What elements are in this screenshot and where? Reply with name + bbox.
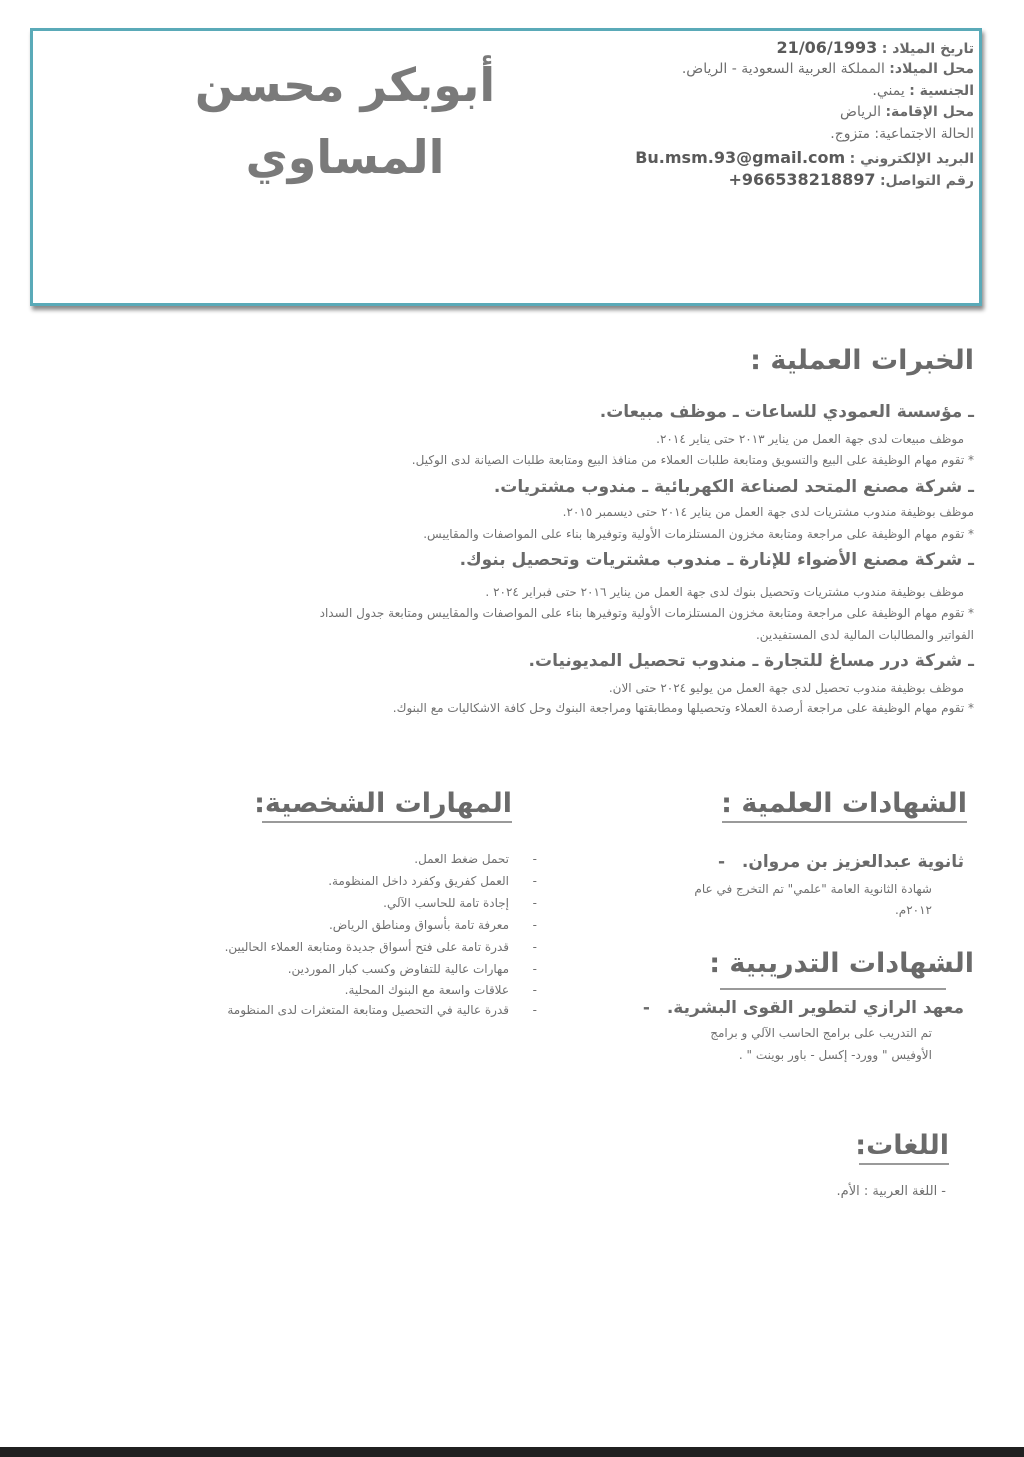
birth-place-label: محل الميلاد: <box>889 61 974 77</box>
job-task: * تقوم مهام الوظيفة على مراجعة ومتابعة مخزون المستلزمات الأولية وتوفيرها بناء على المواصفات والمقاييس. <box>423 527 974 541</box>
residence-row <box>840 102 974 123</box>
training-title: الشهادات التدريبية <box>729 948 974 979</box>
academic-detail-1: شهادة الثانوية العامة "علمي" تم التخرج في عام <box>694 882 932 896</box>
training-detail-1: تم التدريب على برامج الحاسب الآلي و برامج <box>710 1026 932 1040</box>
institute-name: معهد الرازي لتطوير القوى البشرية. - <box>642 998 964 1018</box>
languages-title: اللغات <box>866 1130 949 1161</box>
birth-date-row <box>777 37 974 60</box>
email-label: البريد الإلكتروني : <box>849 151 974 167</box>
skill-item: - تحمل ضغط العمل. <box>414 852 509 866</box>
nationality-row <box>872 81 974 102</box>
email-row <box>635 147 974 170</box>
institute-name-text: معهد الرازي لتطوير القوى البشرية. <box>666 998 964 1018</box>
skills-heading <box>254 788 512 823</box>
job-title: ـ شركة مصنع المتحد لصناعة الكهربائية ـ مندوب مشتريات. <box>493 477 974 497</box>
job-task: * تقوم مهام الوظيفة على مراجعة أرصدة العملاء وتحصيلها ومطابقتها ومراجعة البنوك وحل كافة الاشكاليات مع البنوك. <box>392 701 974 715</box>
job-title: ـ شركة درر مساغ للتجارة ـ مندوب تحصيل المديونيات. <box>528 651 974 671</box>
phone-value[interactable]: +966538218897 <box>728 170 876 189</box>
training-underline <box>720 988 946 990</box>
birth-date-label: تاريخ الميلاد : <box>881 41 974 57</box>
marital-status: الحالة الاجتماعية: متزوج. <box>830 126 974 142</box>
job-task: * تقوم مهام الوظيفة على مراجعة ومتابعة مخزون المستلزمات الأولية وتوفيرها بناء على المواصفات والمقاييس ومتابعة جدول السداد <box>319 606 974 620</box>
academic-title-suffix: : <box>721 788 732 819</box>
skill-item: - إجادة تامة للحاسب الآلي. <box>383 896 509 910</box>
name-second-line: المساوي <box>245 130 445 184</box>
experience-heading <box>750 345 974 378</box>
nationality-label: الجنسية : <box>909 83 974 99</box>
name-first-line: أبوبكر محسن <box>194 58 496 112</box>
birth-place-value: المملكة العربية السعودية - الرياض. <box>681 61 885 77</box>
school-name: ثانوية عبدالعزيز بن مروان. - <box>717 852 964 872</box>
bottom-bar <box>0 1447 1024 1457</box>
residence-value: الرياض <box>840 104 881 120</box>
academic-detail-2: ٢٠١٢م. <box>894 903 932 917</box>
skills-title: المهارات الشخصية <box>264 788 512 819</box>
job-title: ـ مؤسسة العمودي للساعات ـ موظف مبيعات. <box>599 402 974 422</box>
training-detail-2: الأوفيس " وورد- إكسل - باور بوينت " . <box>738 1048 932 1062</box>
languages-title-suffix: : <box>855 1130 867 1161</box>
job-period: موظف بوظيفة مندوب تحصيل لدى جهة العمل من يوليو ٢٠٢٤ حتى الان. <box>608 681 964 695</box>
birth-date-value: 21/06/1993 <box>776 38 878 57</box>
academic-heading <box>722 788 967 823</box>
job-title: ـ شركة مصنع الأضواء للإنارة ـ مندوب مشتريات وتحصيل بنوك. <box>459 550 974 570</box>
skill-item: - قدرة عالية في التحصيل ومتابعة المتعثرات لدى المنظومة <box>227 1003 509 1017</box>
academic-title: الشهادات العلمية <box>741 788 967 819</box>
residence-label: محل الإقامة: <box>885 104 974 120</box>
skill-item: - مهارات عالية للتفاوض وكسب كبار الموردين. <box>288 962 509 976</box>
experience-title: الخبرات العملية <box>770 345 974 376</box>
nationality-value: يمني. <box>872 83 905 99</box>
experience-title-suffix: : <box>750 345 761 376</box>
job-period: موظف بوظيفة مندوب مشتريات وتحصيل بنوك لدى جهة العمل من يناير ٢٠١٦ حتى فبراير ٢٠٢٤ . <box>485 585 964 599</box>
email-value[interactable]: Bu.msm.93@gmail.com <box>635 148 846 167</box>
skill-item: - العمل كفريق وكفرد داخل المنظومة. <box>328 874 509 888</box>
job-period: موظف مبيعات لدى جهة العمل من يناير ٢٠١٣ حتى يناير ٢٠١٤. <box>656 432 964 446</box>
training-heading <box>709 948 974 981</box>
phone-label: رقم التواصل: <box>879 173 974 189</box>
skill-item: - علاقات واسعة مع البنوك المحلية. <box>345 983 509 997</box>
birth-place-row <box>682 59 974 80</box>
skill-item: - قدرة تامة على فتح أسواق جديدة ومتابعة العملاء الحاليين. <box>225 940 509 954</box>
languages-heading <box>855 1130 949 1165</box>
skills-title-suffix: : <box>254 788 265 819</box>
language-item: - اللغة العربية : الأم. <box>836 1184 946 1199</box>
job-task: الفواتير والمطالبات المالية لدى المستفيدين. <box>755 628 974 642</box>
skill-item: - معرفة تامة بأسواق ومناطق الرياض. <box>329 918 509 932</box>
training-title-suffix: : <box>709 948 720 979</box>
school-name-text: ثانوية عبدالعزيز بن مروان. <box>741 852 964 872</box>
job-period: موظف بوظيفة مندوب مشتريات لدى جهة العمل من يناير ٢٠١٤ حتى ديسمبر ٢٠١٥. <box>562 505 974 519</box>
job-task: * تقوم مهام الوظيفة على البيع والتسويق ومتابعة طلبات العملاء من منافذ البيع ومتابعة طلبات الصيانة لدى الوكيل. <box>411 453 974 467</box>
phone-row <box>728 169 974 192</box>
